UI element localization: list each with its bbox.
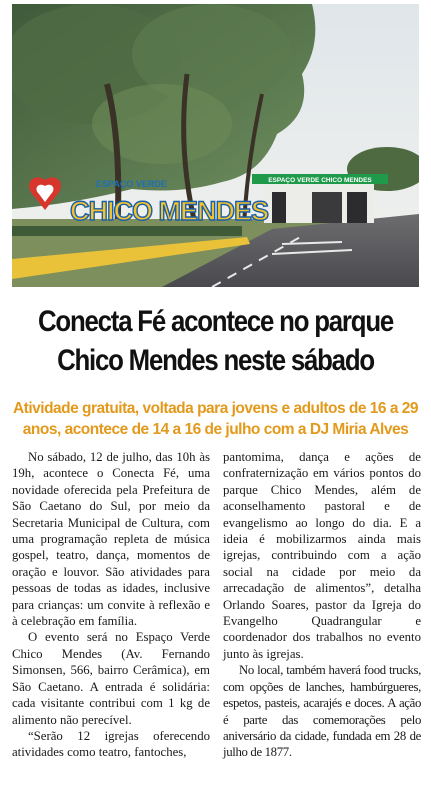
paragraph: No sábado, 12 de julho, das 10h às 19h, acontece o Conecta Fé, uma novidade oferecida pela Prefeitura de São Caetano do Sul, por meio da Secretaria Municipal de Cultura, com uma programação repleta de música gospel, teatro, dança, momentos de oração e louvor. São atividades para pessoas de todas as idades, inclusive para crianças: um convite à reflexão e à celebração em família. bbox=[12, 450, 210, 629]
article-photo bbox=[12, 4, 419, 287]
paragraph: “Serão 12 igrejas oferecendo atividades como teatro, fantoches, bbox=[12, 728, 210, 760]
headline: Conecta Fé acontece no parque Chico Mendes neste sábado bbox=[37, 305, 394, 377]
subheadline: Atividade gratuita, voltada para jovens e adultos de 16 a 29 anos, acontece de 14 a 16 de julho com a DJ Miria Alves bbox=[12, 400, 418, 438]
paragraph: No local, também haverá food trucks, com opções de lanches, hambúrgueres, espetos, pasteis, acarajés e doces. A ação é parte das comemorações pelo aniversário da cidade, fundada em 28 de julho de 1877. bbox=[223, 663, 421, 760]
paragraph: O evento será no Espaço Verde Chico Mendes (Av. Fernando Simonsen, 566, bairro Cerâmica), em São Caetano. A entrada é solidária: cada visitante contribui com 1 kg de alimento não perecível. bbox=[12, 630, 210, 727]
article-column-left bbox=[12, 449, 210, 761]
article-column-right bbox=[223, 449, 421, 761]
sign-large-text: CHICO MENDES bbox=[70, 196, 269, 226]
park-entrance-illustration bbox=[12, 4, 419, 287]
sign-small-text: ESPAÇO VERDE bbox=[96, 179, 167, 189]
gate-sign-text: ESPAÇO VERDE CHICO MENDES bbox=[268, 177, 372, 184]
paragraph-continued: pantomima, dança e ações de confraternização em vários pontos do parque Chico Mendes, além de aconselhamento pastoral e de evangelismo ao longo do dia. E a ideia é mobilizarmos ainda mais igrejas, contribuindo com a ação social na cidade por meio da arrecadação de alimentos”, detalha Orlando Soares, pastor da Igreja do Evangelho Quadrangular e coordenador dos trabalhos no evento junto às igrejas. bbox=[223, 450, 421, 661]
